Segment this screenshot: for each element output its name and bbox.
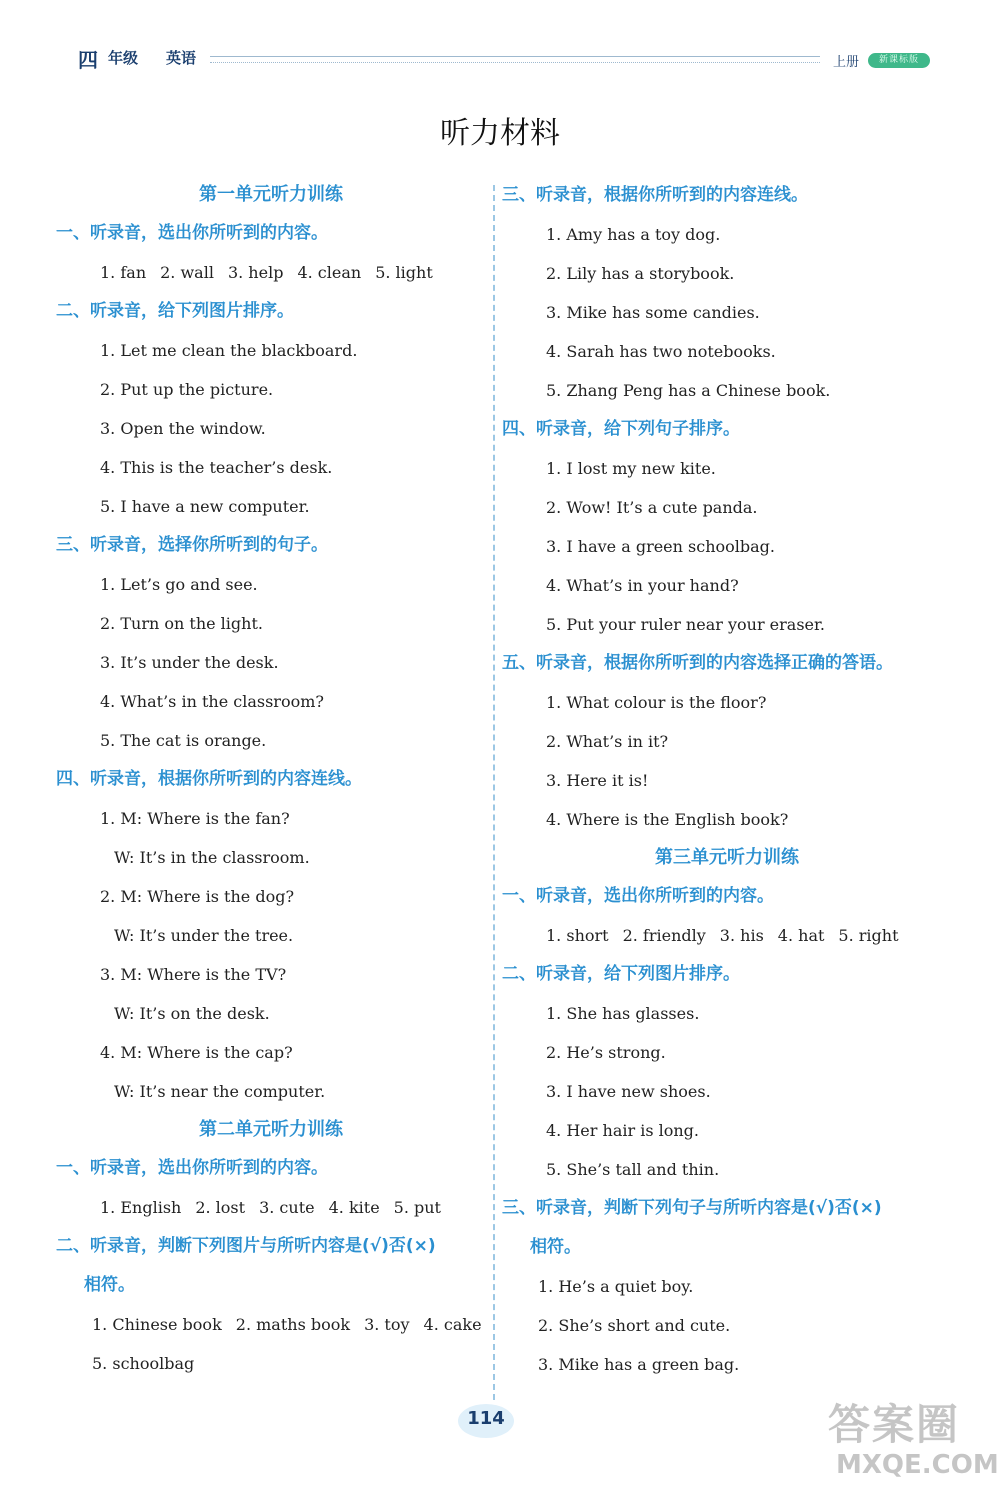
list-item: 2. Lily has a storybook. bbox=[546, 264, 735, 283]
list-item: 3. his bbox=[719, 926, 764, 945]
list-item: 4. Sarah has two notebooks. bbox=[546, 342, 776, 361]
header-rule-dotted bbox=[210, 62, 820, 63]
list-item: 4. Her hair is long. bbox=[546, 1121, 699, 1140]
page-number: 114 bbox=[467, 1408, 505, 1429]
column-divider bbox=[493, 185, 495, 1400]
list-item: 5. schoolbag bbox=[92, 1354, 195, 1373]
list-item: 2. What’s in it? bbox=[546, 732, 669, 751]
list-item: 1. English bbox=[100, 1198, 182, 1217]
list-item: 1. He’s a quiet boy. bbox=[538, 1277, 694, 1296]
list-item: 5. She’s tall and thin. bbox=[546, 1160, 720, 1179]
list-item: 3. help bbox=[227, 263, 284, 282]
list-item: 3. Here it is! bbox=[546, 771, 649, 790]
list-item: 5. I have a new computer. bbox=[100, 497, 310, 516]
unit1-q1-title: 一、听录音，选出你所听到的内容。 bbox=[56, 223, 328, 243]
list-item: 3. I have a green schoolbag. bbox=[546, 537, 776, 556]
list-item: 4. What’s in the classroom? bbox=[100, 692, 324, 711]
list-item: 3. toy bbox=[364, 1315, 410, 1334]
list-item: 3. I have new shoes. bbox=[546, 1082, 711, 1101]
unit3-q1-title: 一、听录音，选出你所听到的内容。 bbox=[502, 886, 774, 906]
list-item: 2. Turn on the light. bbox=[100, 614, 263, 633]
list-item: 4. cake bbox=[423, 1315, 482, 1334]
unit1-q3-title: 三、听录音，选择你所听到的句子。 bbox=[56, 535, 328, 555]
unit2-q1-items bbox=[56, 1188, 486, 1227]
unit3-q3-title: 三、听录音，判断下列句子与所听内容是(√)否(×) bbox=[502, 1198, 882, 1218]
list-item: 5. right bbox=[838, 926, 899, 945]
list-item: 1. Amy has a toy dog. bbox=[546, 225, 721, 244]
header-rule bbox=[210, 56, 820, 57]
watermark-logo bbox=[828, 1392, 998, 1492]
list-item: 2. lost bbox=[195, 1198, 246, 1217]
list-item: 1. Chinese book bbox=[92, 1315, 222, 1334]
list-item: 4. clean bbox=[297, 263, 362, 282]
unit2-q1-title: 一、听录音，选出你所听到的内容。 bbox=[56, 1158, 328, 1178]
list-item: 3. Open the window. bbox=[100, 419, 266, 438]
list-item: 2. He’s strong. bbox=[546, 1043, 666, 1062]
list-item: 4. Where is the English book? bbox=[546, 810, 789, 829]
unit2-q2-items bbox=[56, 1305, 486, 1344]
watermark-text: 答案圈 bbox=[828, 1400, 961, 1449]
list-item: 5. put bbox=[393, 1198, 441, 1217]
page-title: 听力材料 bbox=[440, 116, 560, 151]
unit2-q2-title: 二、听录音，判断下列图片与所听内容是(√)否(×) bbox=[56, 1236, 436, 1256]
list-item: 4. hat bbox=[777, 926, 825, 945]
list-item: 1. I lost my new kite. bbox=[546, 459, 716, 478]
unit2-q3-title: 三、听录音，根据你所听到的内容连线。 bbox=[502, 185, 808, 205]
list-item: 2. Put up the picture. bbox=[100, 380, 274, 399]
list-item: 5. light bbox=[375, 263, 433, 282]
unit3-q3-title-cont: 相符。 bbox=[530, 1237, 581, 1257]
list-item: 5. Put your ruler near your eraser. bbox=[546, 615, 825, 634]
list-item: 2. M: Where is the dog? bbox=[100, 887, 295, 906]
list-item: 5. Zhang Peng has a Chinese book. bbox=[546, 381, 831, 400]
header-grade-label: 年级 bbox=[108, 49, 139, 67]
list-item: 1. short bbox=[546, 926, 609, 945]
list-item: 2. friendly bbox=[622, 926, 706, 945]
unit2-title: 第二单元听力训练 bbox=[199, 1119, 343, 1140]
list-item: 5. The cat is orange. bbox=[100, 731, 267, 750]
unit3-q2-title: 二、听录音，给下列图片排序。 bbox=[502, 964, 740, 984]
list-item: 2. She’s short and cute. bbox=[538, 1316, 731, 1335]
unit2-q5-title: 五、听录音，根据你所听到的内容选择正确的答语。 bbox=[502, 653, 893, 673]
unit1-q1-items bbox=[56, 253, 486, 292]
list-item: W: It’s on the desk. bbox=[114, 1004, 270, 1023]
list-item: 1. What colour is the floor? bbox=[546, 693, 767, 712]
header-volume: 上册 bbox=[833, 55, 860, 70]
right-column bbox=[502, 176, 952, 1384]
unit2-q4-title: 四、听录音，给下列句子排序。 bbox=[502, 419, 740, 439]
list-item: 1. Let’s go and see. bbox=[100, 575, 258, 594]
list-item: 4. This is the teacher’s desk. bbox=[100, 458, 333, 477]
list-item: 4. kite bbox=[328, 1198, 380, 1217]
unit2-q2-title-cont: 相符。 bbox=[84, 1275, 135, 1295]
list-item: 2. Wow! It’s a cute panda. bbox=[546, 498, 758, 517]
unit3-title: 第三单元听力训练 bbox=[655, 847, 799, 868]
list-item: 3. M: Where is the TV? bbox=[100, 965, 287, 984]
list-item: 3. Mike has a green bag. bbox=[538, 1355, 740, 1374]
left-column bbox=[56, 176, 486, 1383]
list-item: 3. It’s under the desk. bbox=[100, 653, 279, 672]
list-item: 1. fan bbox=[100, 263, 147, 282]
list-item: 2. wall bbox=[160, 263, 214, 282]
unit3-q1-items bbox=[502, 916, 952, 955]
list-item: W: It’s in the classroom. bbox=[114, 848, 310, 867]
unit1-q4-title: 四、听录音，根据你所听到的内容连线。 bbox=[56, 769, 362, 789]
header-badge: 新课标版 bbox=[868, 53, 930, 68]
list-item: 3. cute bbox=[259, 1198, 315, 1217]
list-item: 1. She has glasses. bbox=[546, 1004, 700, 1023]
unit1-title: 第一单元听力训练 bbox=[199, 184, 343, 205]
list-item: 2. maths book bbox=[235, 1315, 351, 1334]
list-item: 3. Mike has some candies. bbox=[546, 303, 760, 322]
header-grade: 四 bbox=[78, 48, 98, 72]
header-subject: 英语 bbox=[166, 49, 197, 67]
list-item: 4. What’s in your hand? bbox=[546, 576, 739, 595]
watermark-url: MXQE.COM bbox=[836, 1450, 999, 1480]
list-item: 4. M: Where is the cap? bbox=[100, 1043, 293, 1062]
list-item: W: It’s under the tree. bbox=[114, 926, 294, 945]
page-header bbox=[0, 0, 1000, 90]
list-item: W: It’s near the computer. bbox=[114, 1082, 326, 1101]
list-item: 1. Let me clean the blackboard. bbox=[100, 341, 358, 360]
unit1-q2-title: 二、听录音，给下列图片排序。 bbox=[56, 301, 294, 321]
list-item: 1. M: Where is the fan? bbox=[100, 809, 290, 828]
